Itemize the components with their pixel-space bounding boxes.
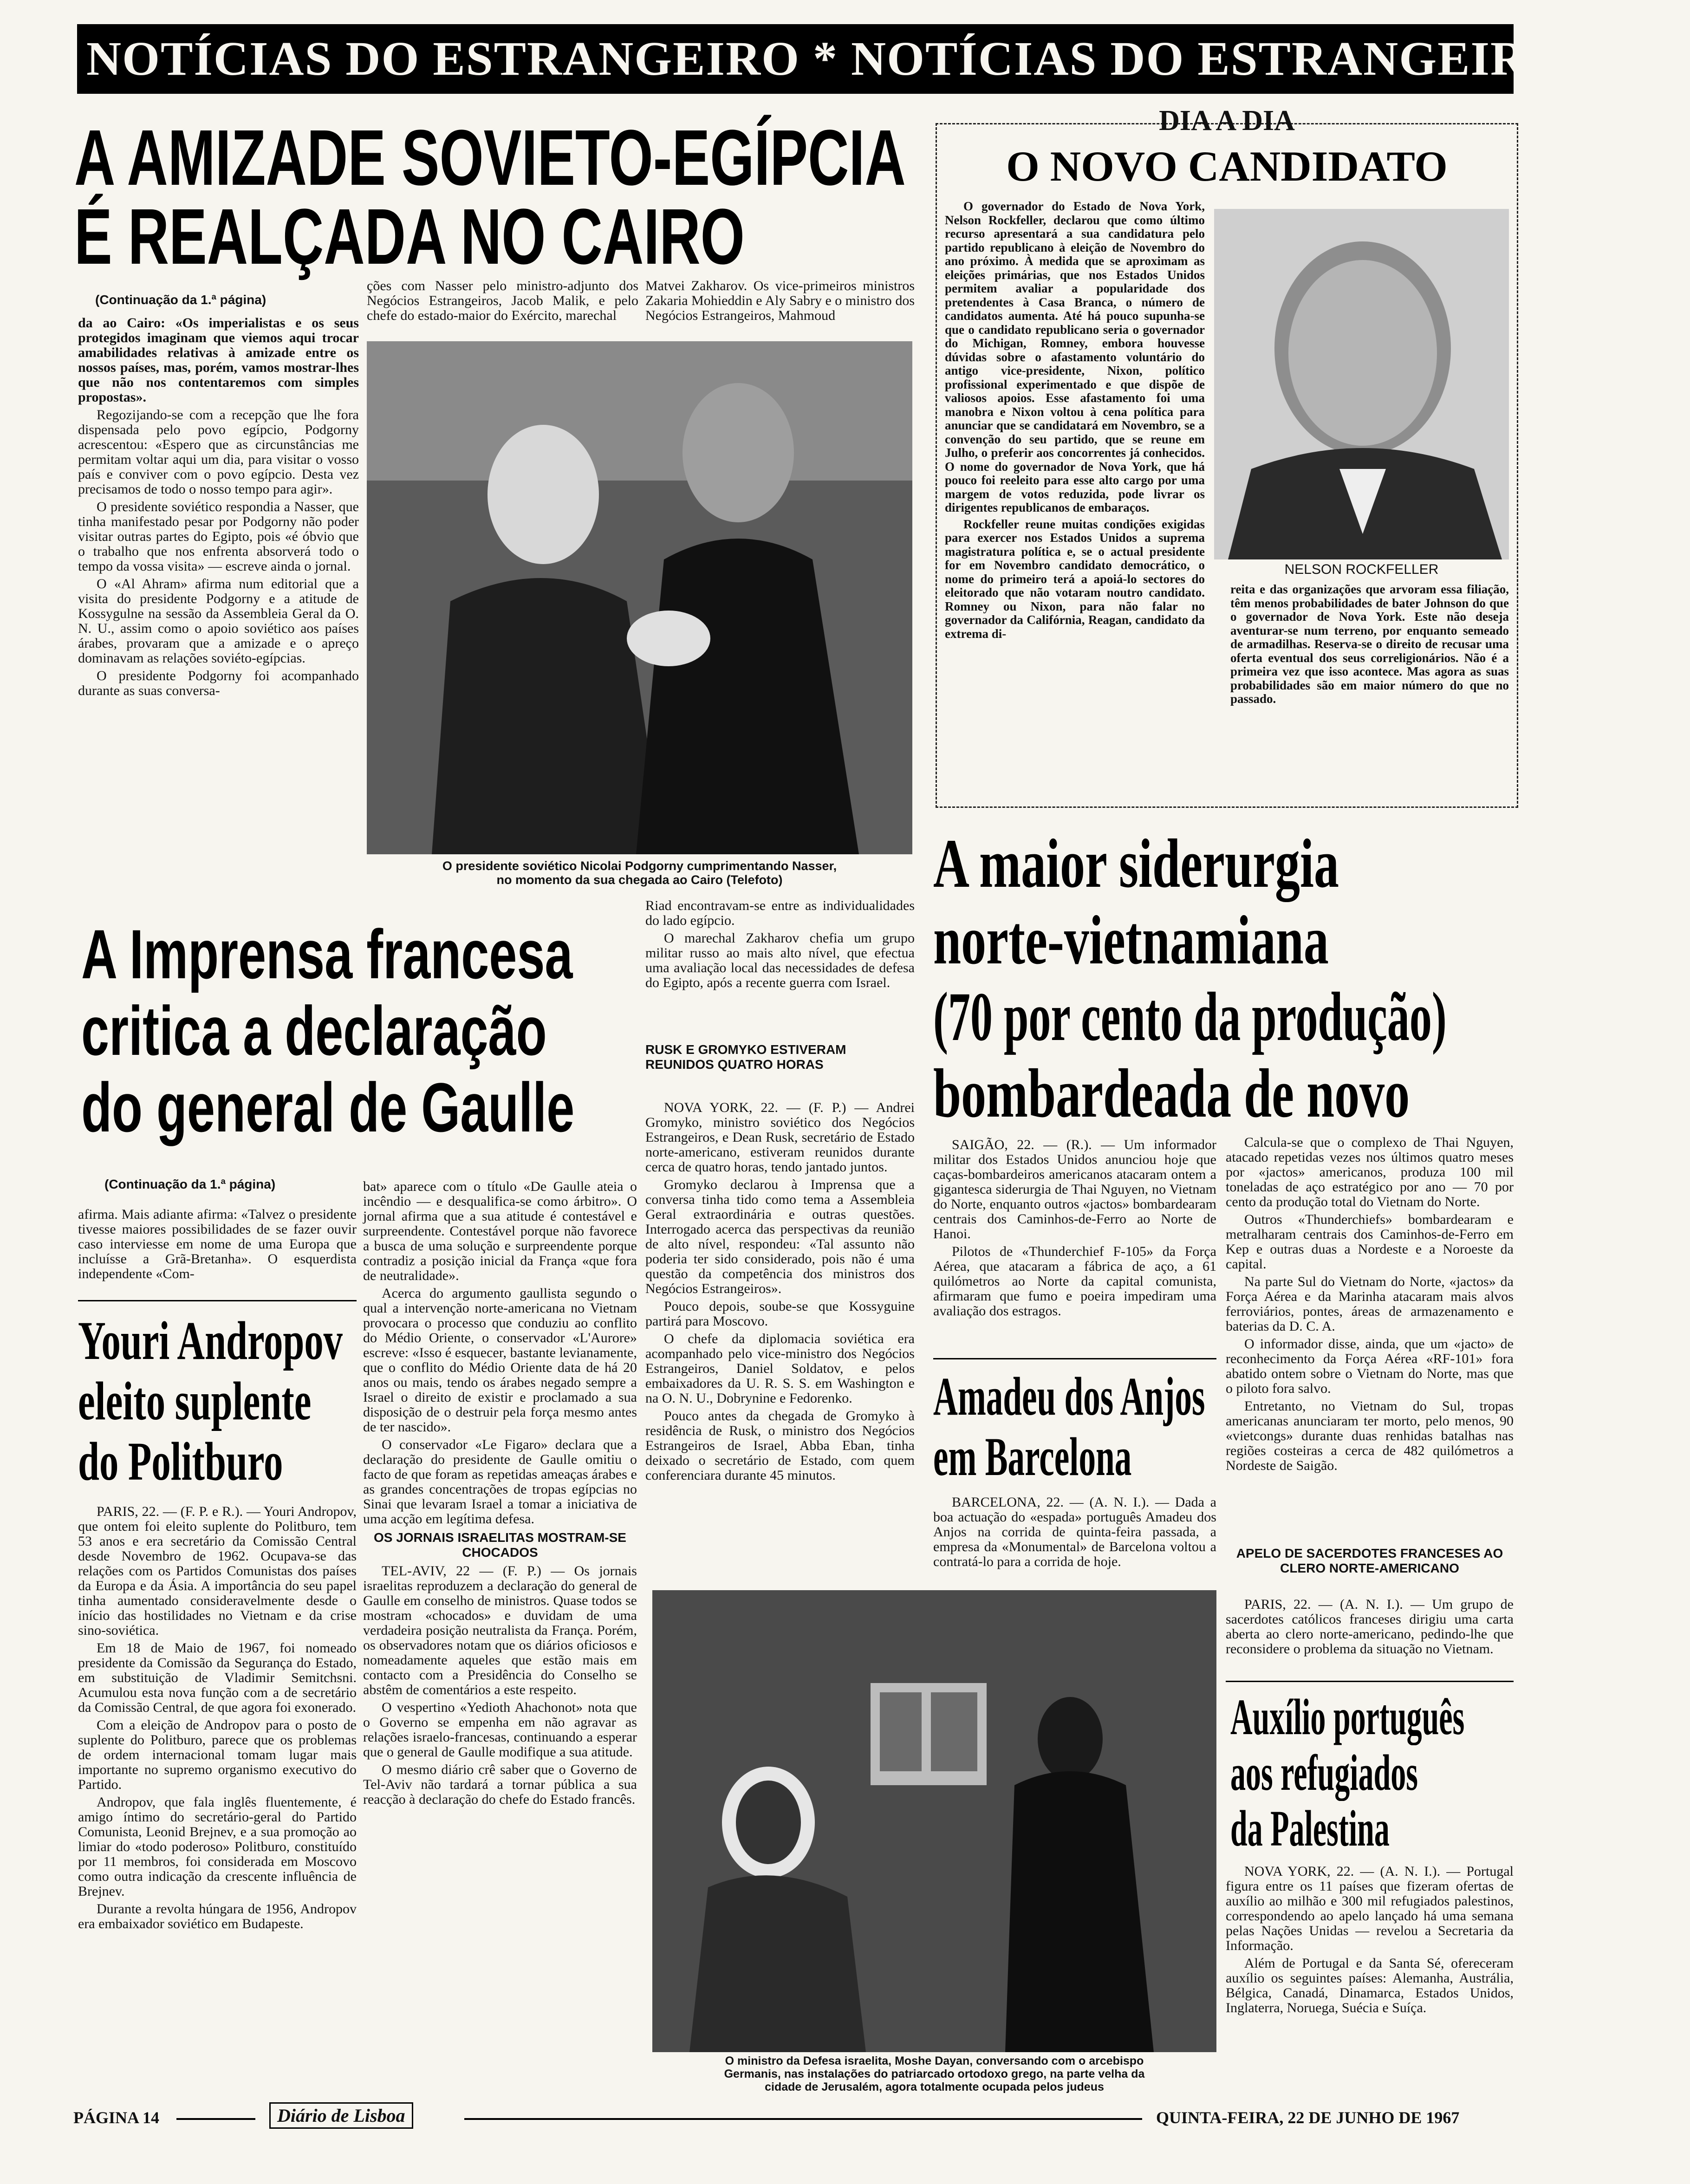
article-paragraph: BARCELONA, 22. — (A. N. I.). — Dada a boa actuação do «espada» português Amadeu dos Anjos na corrida de quinta-feira passada, a empresa da «Monumental» de Barcelona voltou a contratá-lo para a corrida de hoje. [933, 1495, 1216, 1569]
article-paragraph: Entretanto, no Vietnam do Sul, tropas americanas anunciaram ter morto, pelo menos, 90 «vietcongs» durante duas renhidas batalhas nas regiões costeiras a cerca de 482 quilómetros a Nordeste de Saigão. [1226, 1398, 1514, 1473]
dia-a-dia-body-left [945, 200, 1205, 803]
article-paragraph: Rockfeller reune muitas condições exigidas para exercer nos Estados Unidos a suprema magistratura política e, se o actual presidente for em Novembro candidato democrático, o nome do primeiro terá a apoiá-lo sectores do eleitorado que não votaram noutro candidato. Romney ou Nixon, para não falar no governador da Califórnia, Reagan, candidato da extrema di- [945, 517, 1205, 641]
caption-line: cidade de Jerusalém, agora totalmente ocupada pelos judeus [765, 2080, 1104, 2093]
article-paragraph: Com a eleição de Andropov para o posto de suplente do Politburo, parece que os problemas de ordem internacional tomam lugar mais importante no supremo organismo executivo do Partido. [78, 1717, 357, 1792]
photo-dayan-image [652, 1590, 1216, 2052]
article-paragraph: O presidente Podgorny foi acompanhado durante as suas conversa- [78, 668, 359, 698]
article-paragraph: SAIGÃO, 22. — (R.). — Um informador militar dos Estados Unidos anunciou hoje que caças-bombardeiros americanos atacaram ontem a gigantesca siderurgia de Thai Nguyen, no Vietnam do Norte, enquanto outros «jactos» bombardearam centrais dos Caminhos-de-Ferro ao Norte de Hanoi. [933, 1137, 1216, 1242]
article-imprensa-col1 [78, 1207, 357, 1300]
headline-auxilio-3: da Palestina [1230, 1800, 1390, 1857]
article-paragraph: NOVA YORK, 22. — (A. N. I.). — Portugal figura entre os 11 países que fizeram ofertas de auxílio ao milhão e 300 mil refugiados palestinos, correspondendo ao apelo lançado há uma semana pelas Nações Unidas — revelou a Secretaria da Informação. [1226, 1864, 1514, 1953]
headline-imprensa-2: critica a declaração [81, 992, 547, 1070]
dia-a-dia-body-right [1230, 583, 1509, 801]
article-andropov [78, 1504, 357, 2052]
subhead-apelo-sacerdotes: APELO DE SACERDOTES FRANCESES AO CLERO NORTE-AMERICANO [1236, 1546, 1503, 1575]
article-paragraph: Outros «Thunderchiefs» bombardearam e metralharam centrais dos Caminhos-de-Ferro em Kep e outras duas a Nordeste e a Noroeste da capital. [1226, 1212, 1514, 1272]
article-paragraph: Regozijando-se com a recepção que lhe fora dispensada pelo povo egípcio, Podgorny acrescentou: «Espero que as circunstâncias me permitam voltar aqui um dia, para visitar o vosso país e conviver com o povo egípcio. Desta vez precisamos de todo o nosso tempo para agir». [78, 407, 359, 497]
headline-siderurgia-2: norte-vietnamiana [933, 902, 1329, 979]
article-paragraph: ções com Nasser pelo ministro-adjunto dos Negócios Estrangeiros, Jacob Malik, e pelo chefe do estado-maior do Exército, marechal [367, 278, 638, 323]
photo-podgorny-nasser [367, 341, 912, 854]
headline-soviet-egypt-2: É REALÇADA NO CAIRO [74, 193, 745, 281]
article-paragraph: O informador disse, ainda, que um «jacto» de reconhecimento da Força Aérea «RF-101» fora abatido ontem sobre o Vietnam do Norte, mas que o piloto fora salvo. [1226, 1336, 1514, 1396]
caption-line: Germanis, nas instalações do patriarcado ortodoxo grego, na parte velha da [724, 2067, 1145, 2080]
article-paragraph: O vespertino «Yedioth Ahachonot» nota que o Governo se empenha em não agravar as relações israelo-francesas, continuando a esperar que o general de Gaulle modifique a sua atitude. [363, 1700, 637, 1760]
headline-imprensa-3: do general de Gaulle [81, 1068, 575, 1146]
headline-imprensa-1: A Imprensa francesa [81, 915, 573, 993]
article-paragraph: O chefe da diplomacia soviética era acompanhado pelo vice-ministro dos Negócios Estrangeiros, Daniel Soldatov, e pelos embaixadores da U. R. S. S. em Washington e na O. N. U., Dobrynine e Fedorenko. [645, 1331, 915, 1406]
article-paragraph: NOVA YORK, 22. — (F. P.) — Andrei Gromyko, ministro soviético dos Negócios Estrangeiros, e Dean Rusk, secretário de Estado norte-americano, estiveram reunidos durante cerca de quatro horas, tendo jantado juntos. [645, 1100, 915, 1175]
article-paragraph: bat» aparece com o título «De Gaulle ateia o incêndio — e desqualifica-se como árbitro». O jornal afirma que a sua atitude é contestável e surpreendente. Contestável porque não favorece a busca de uma solução e surpreendente porque contradiz a posição inicial da França «que fora de neutralidade». [363, 1179, 637, 1283]
article-paragraph: Matvei Zakharov. Os vice-primeiros ministros Zakaria Mohieddin e Aly Sabry e o ministro dos Negócios Estrangeiros, Mahmoud [645, 278, 915, 323]
caption-line: O ministro da Defesa israelita, Moshe Dayan, conversando com o arcebispo [725, 2054, 1144, 2067]
issue-date: QUINTA-FEIRA, 22 DE JUNHO DE 1967 [1156, 2108, 1460, 2127]
article-paragraph: Na parte Sul do Vietnam do Norte, «jactos» da Força Aérea e da Marinha atacaram mais alvos ferroviários, pontes, áreas de armazenamento e baterias da D. C. A. [1226, 1274, 1514, 1334]
headline-siderurgia-3: (70 por cento da produção) [933, 978, 1447, 1055]
caption-line: O presidente soviético Nicolai Podgorny cumprimentando Nasser, [442, 859, 837, 873]
caption-line: no momento da sua chegada ao Cairo (Telefoto) [496, 873, 783, 887]
article-paragraph: O governador do Estado de Nova York, Nelson Rockfeller, declarou que como último recurso apresentará a sua candidatura pelo partido republicano à eleição de Novembro do ano próximo. À medida que se aproximam as eleições primárias, que nos Estados Unidos permitem avaliar a popularidade dos pretendentes à Casa Branca, o número de candidatos aumenta. Até há pouco supunha-se que o candidato republicano seria o governador do Michigan, Romney, embora houvesse dúvidas sobre o afastamento voluntário do antigo vice-presidente, Nixon, político profissional experimentado e que dispõe de valiosos apoios. Esse afastamento foi uma manobra e Nixon voltou à cena política para anunciar que se candidatará em Novembro, se a convenção do seu partido, que se reune em Julho, o preferir aos concorrentes já conhecidos. O nome do governador de Nova York, que há pouco foi reeleito para esse alto cargo por uma margem de votos reduzida, pode livrar os dirigentes republicanos de embaraços. [945, 199, 1205, 514]
article-paragraph: O mesmo diário crê saber que o Governo de Tel-Aviv não tardará a tornar pública a sua reacção à declaração do chefe do Estado francês. [363, 1762, 637, 1807]
article-paragraph: Acerca do argumento gaullista segundo o qual a intervenção norte-americana no Vietnam provocara o processo que conduziu ao conflito do Médio Oriente, o conservador «L'Aurore» escreve: «Isso é esquecer, bastante levianamente, que o conflito do Médio Oriente data de há 20 anos ou mais, tendo os árabes negado sempre a Israel o direito de existir e proclamado a sua disposição de o destruir pela força mesmo antes de ter nascido». [363, 1286, 637, 1435]
continuation-note: (Continuação da 1.ª página) [95, 292, 266, 307]
section-banner: NOTÍCIAS DO ESTRANGEIRO * NOTÍCIAS DO ESTRANGEIRO * NO [77, 24, 1514, 94]
article-paragraph: Além de Portugal e da Santa Sé, ofereceram auxílio os seguintes países: Alemanha, Austrália, Bélgica, Canadá, Dinamarca, Estados Unidos, Inglaterra, Noruega, Suécia e Suíça. [1226, 1956, 1514, 2015]
headline-auxilio-2: aos refugiados [1230, 1744, 1418, 1801]
subhead-israel-papers: OS JORNAIS ISRAELITAS MOSTRAM-SE CHOCADOS [374, 1530, 626, 1560]
article-soviet-egypt-col1 [78, 316, 359, 910]
article-paragraph: Gromyko declarou à Imprensa que a conversa tinha tido como tema a Assembleia Geral extraordinária e outras questões. Interrogado acerca das perspectivas da reunião de alto nível, respondeu: «Tal assunto não poderia ter sido considerado, pois não é uma questão da competência dos ministros dos Negócios Estrangeiros». [645, 1177, 915, 1296]
portrait-caption: NELSON ROCKFELLER [1284, 562, 1439, 577]
headline-siderurgia-1: A maior siderurgia [933, 825, 1339, 902]
dia-a-dia-kicker: DIA A DIA [1159, 105, 1295, 136]
article-paragraph: Durante a revolta húngara de 1956, Andropov era embaixador soviético em Budapeste. [78, 1901, 357, 1931]
article-paragraph: O presidente soviético respondia a Nasser, que tinha manifestado pesar por Podgorny não poder visitar outras partes do Egipto, pois «é óbvio que o trabalho que nos enfrenta absorverá todo o tempo da vossa visita» — escreve ainda o jornal. [78, 499, 359, 574]
headline-amadeu-2: em Barcelona [933, 1426, 1132, 1487]
article-lead: da ao Cairo: «Os imperialistas e os seus protegidos imaginam que viemos aqui trocar amabilidades relativas à amizade entre os nossos países, mas, porém, vamos mostrar-lhes que não nos contentaremos com simples propostas». [78, 315, 359, 405]
portrait-rockfeller [1214, 209, 1509, 559]
headline-auxilio-1: Auxílio português [1230, 1689, 1465, 1745]
photo-caption-podgorny [367, 859, 912, 887]
article-paragraph: PARIS, 22. — (A. N. I.). — Um grupo de sacerdotes católicos franceses dirigiu uma carta aberta ao clero norte-americano, pedindo-lhe que reconsidere o problema da situação no Vietnam. [1226, 1597, 1514, 1657]
article-paragraph: Andropov, que fala inglês fluentemente, é amigo íntimo do secretário-geral do Partido Comunista, Leonid Brejnev, e a sua promoção ao limiar do «todo poderoso» Politburo, constituído por 11 membros, foi considerada em Moscovo como outra indicação da crescente influência de Brejnev. [78, 1794, 357, 1899]
continuation-note-2: (Continuação da 1.ª página) [104, 1177, 276, 1191]
footer-rule [464, 2118, 1142, 2120]
article-paragraph: Em 18 de Maio de 1967, foi nomeado presidente da Comissão da Segurança do Estado, em substituição de Vladimir Semitchsni. Acumulou esta nova função com a de secretário da Comissão Central, de que agora foi exonerado. [78, 1640, 357, 1715]
article-paragraph: TEL-AVIV, 22 — (F. P.) — Os jornais israelitas reproduzem a declaração do general de Gaulle em conselho de ministros. Quase todos se mostram «chocados» e duvidam de uma verdadeira posição neutralista da França. Porém, os observadores notam que os diários oficiosos e nomeadamente aqueles que estão mais em contacto com a Presidência do Conselho se abstêm de comentários a este respeito. [363, 1563, 637, 1697]
article-paragraph: PARIS, 22. — (F. P. e R.). — Youri Andropov, que ontem foi eleito suplente do Politburo, tem 53 anos e era secretário da Comissão Central desde Novembro de 1962. Ocupava-se das relações com os Partidos Comunistas dos países da Europa e da Ásia. A importância do seu papel tinha aumentado consideravelmente desde o início das hostilidades no Vietnam e da crise sino-soviética. [78, 1504, 357, 1638]
divider [78, 1300, 357, 1301]
article-paragraph: O conservador «Le Figaro» declara que a declaração do presidente de Gaulle omitiu o facto de que foram as repetidas ameaças árabes e as grandes concentrações de tropas egípcias no Sinai que levaram Israel a tomar a iniciativa de uma acção em legítima defesa. [363, 1437, 637, 1527]
article-siderurgia-col2 [1226, 1135, 1514, 1539]
subhead-rusk-gromyko: RUSK E GROMYKO ESTIVERAM REUNIDOS QUATRO HORAS [645, 1042, 846, 1072]
article-paragraph: reita e das organizações que arvoram essa filiação, têm menos probabilidades de bater Johnson do que o governador de Nova York. Este não deseja aventurar-se num terreno, por enquanto semeado de armadilhas. Reserva-se o direito de recusar uma oferta eventual dos seus correligionários. Não é a primeira vez que isso acontece. Mas agora as suas probabilidades são em maior número do que no passado. [1230, 582, 1509, 706]
article-rusk-gromyko [645, 1100, 915, 1588]
photo-podgorny-nasser-image [367, 341, 912, 854]
headline-soviet-egypt-1: A AMIZADE SOVIETO-EGÍPCIA [74, 114, 906, 202]
article-paragraph: O marechal Zakharov chefia um grupo militar russo ao mais alto nível, que efectua uma avaliação local das necessidades de defesa do Egipto, após a recente guerra com Israel. [645, 930, 915, 990]
page-number: PÁGINA 14 [73, 2108, 160, 2127]
article-paragraph: Riad encontravam-se entre as individualidades do lado egípcio. [645, 898, 915, 928]
article-paragraph: afirma. Mais adiante afirma: «Talvez o presidente tivesse maiores possibilidades de se fazer ouvir caso interviesse em nome de uma Europa que incluísse a Grã-Bretanha». O esquerdista independente «Com- [78, 1207, 357, 1281]
article-soviet-egypt-col3 [645, 279, 915, 339]
article-paragraph: Pouco depois, soube-se que Kossyguine partirá para Moscovo. [645, 1299, 915, 1329]
article-paragraph: Calcula-se que o complexo de Thai Nguyen, atacado repetidas vezes nos últimos quatro meses por «jactos» americanos, produza 100 mil toneladas de aço estratégico por ano — 70 por cento da produção total do Vietnam do Norte. [1226, 1135, 1514, 1209]
divider [933, 1358, 1216, 1359]
article-auxilio [1226, 1864, 1514, 2059]
article-imprensa-col2 [363, 1179, 637, 2052]
dia-a-dia-title: O NOVO CANDIDATO [1006, 143, 1448, 190]
article-apelo [1226, 1597, 1514, 1685]
masthead-logo: Diário de Lisboa [269, 2102, 413, 2129]
divider [1226, 1681, 1514, 1682]
article-paragraph: Pouco antes da chegada de Gromyko à residência de Rusk, o ministro dos Negócios Estrangeiros de Israel, Abba Eban, tinha deixado o secretário de Estado, com quem conferenciara durante 45 minutos. [645, 1408, 915, 1483]
article-cairo-continuation [645, 898, 915, 1028]
article-paragraph: O «Al Ahram» afirma num editorial que a visita do presidente Podgorny e a atitude de Kossygulne na sessão da Assembleia Geral da O. N. U., assim como o apoio soviético aos países árabes, provaram que a amizade e o apreço dominavam as relações soviéto-egípcias. [78, 576, 359, 666]
photo-caption-dayan [652, 2054, 1216, 2093]
headline-siderurgia-4: bombardeada de novo [933, 1055, 1410, 1132]
article-siderurgia-col1 [933, 1138, 1216, 1351]
article-soviet-egypt-col2 [367, 279, 638, 339]
headline-andropov-2: eleito suplente [78, 1371, 312, 1431]
photo-dayan-archbishop [652, 1590, 1216, 2052]
headline-andropov-3: do Politburo [78, 1431, 283, 1492]
portrait-rockfeller-image [1214, 209, 1509, 559]
article-paragraph: Pilotos de «Thunderchief F-105» da Força Aérea, que atacaram a fábrica de aço, a 61 quilómetros ao Norte da capital comunista, afirmaram que fumo e poeira impediram uma avaliação dos estragos. [933, 1244, 1216, 1319]
headline-andropov-1: Youri Andropov [78, 1310, 343, 1371]
footer-rule [176, 2118, 255, 2120]
article-amadeu [933, 1495, 1216, 1588]
headline-amadeu-1: Amadeu dos Anjos [933, 1366, 1205, 1427]
